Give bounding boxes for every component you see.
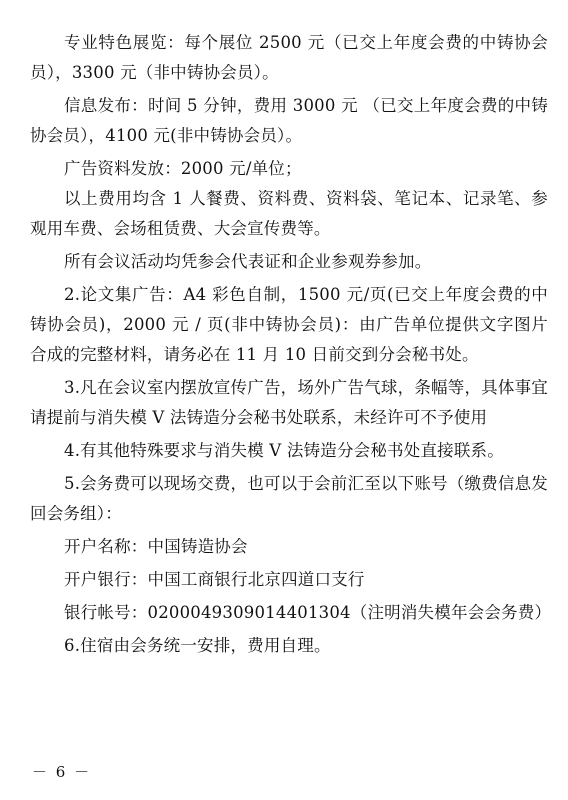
paragraph-special-requests: 4.有其他特殊要求与消失模 V 法铸造分会秘书处直接联系。 (64, 441, 504, 460)
paragraph-exhibition-fee: 专业特色展览：每个展位 2500 元（已交上年度会费的中铸协会员），3300 元（非中铸协会员）。 (30, 33, 548, 82)
paragraph-admission-note: 所有会议活动均凭参会代表证和企业参观券参加。 (64, 252, 432, 271)
paragraph-account-name: 开户名称：中国铸造协会 (64, 537, 248, 556)
paragraph-material-distribution-fee: 广告资料发放：2000 元/单位； (64, 159, 302, 178)
paragraph-info-release-fee: 信息发布：时间 5 分钟，费用 3000 元 （已交上年度会费的中铸协会员），4100 元(非中铸协会员）。 (30, 96, 548, 145)
document-body (30, 28, 552, 661)
paragraph-proceedings-advertising: 2.论文集广告：A4 彩色自制，1500 元/页(已交上年度会费的中铸协会员)，2000 元 / 页(非中铸协会员)：由广告单位提供文字图片合成的完整材料，请务必在 11 月 10 日前交到分会秘书处。 (30, 285, 548, 364)
paragraph-venue-advertising: 3.凡在会议室内摆放宣传广告，场外广告气球，条幅等，具体事宜请提前与消失模 V 法铸造分会秘书处联系，未经许可不予使用 (30, 378, 548, 427)
paragraph-accommodation: 6.住宿由会务统一安排，费用自理。 (64, 636, 331, 655)
paragraph-payment-method: 5.会务费可以现场交费，也可以于会前汇至以下账号（缴费信息发回会务组）： (30, 474, 548, 523)
paragraph-fee-inclusions: 以上费用均含 1 人餐费、资料费、资料袋、笔记本、记录笔、参观用车费、会场租赁费、大会宣传费等。 (30, 189, 548, 238)
page-number: － 6 － (32, 763, 92, 781)
paragraph-account-number: 银行帐号：0200049309014401304（注明消失模年会会务费） (64, 603, 552, 622)
paragraph-bank-name: 开户银行：中国工商银行北京四道口支行 (64, 570, 365, 589)
